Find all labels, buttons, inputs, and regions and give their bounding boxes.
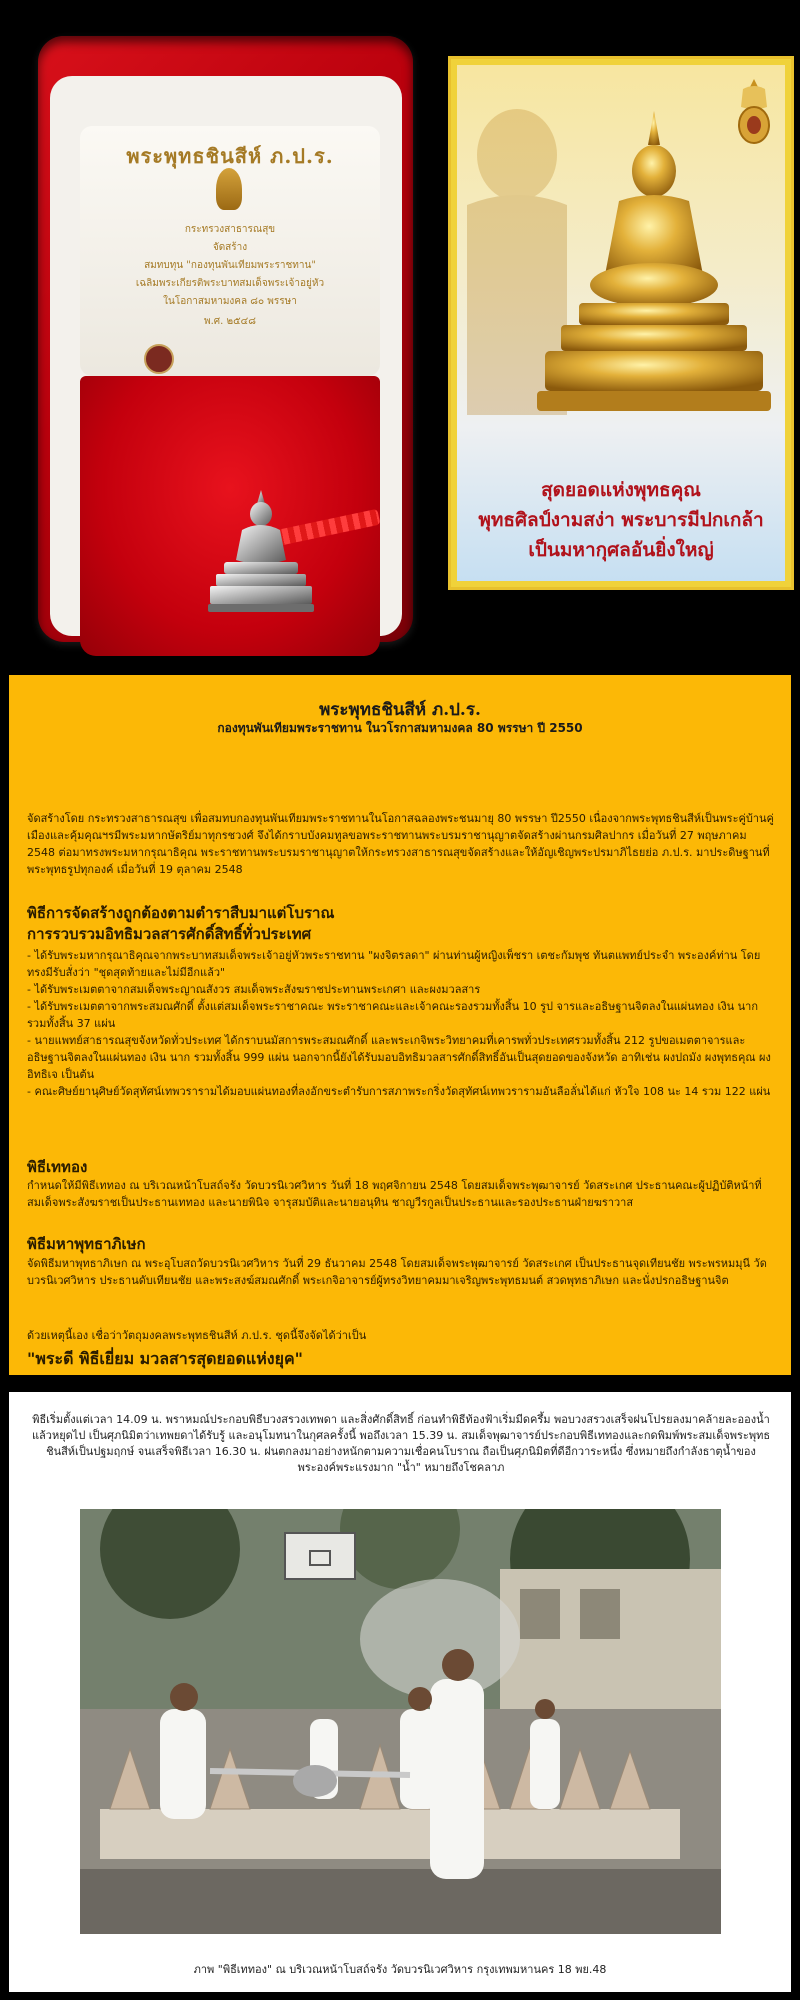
golden-buddha-card <box>448 56 794 590</box>
lid-title: พระพุทธชินสีห์ ภ.ป.ร. <box>126 144 334 168</box>
intro-paragraph: จัดสร้างโดย กระทรวงสาธารณสุข เพื่อสมทบกองทุนพันเทียมพระราชทานในโอกาสฉลองพระชนมายุ 80 พรรษา ปี2550 เนื่องจากพระพุทธชินสีห์เป็นพระคู่บ้านคู่เมืองและคุ้มคุณฯรมีพระมหากษัตริย์มาทุกรชวงศ์ จึงได้กราบบังคมทูลขอพระราชทานพระบรมราชานุญาตจัดสร้างผ่านกรมศิลปากร เมื่อวันที่ 27 พฤษภาคม 2548 ต่อมาทรงพระมหากรุณาธิคุณ พระราชทานพระบรมราชานุญาตให้กระทรวงสาธารณสุขจัดสร้างและให้อัญเชิญพระปรมาภิไธยย่อ ภ.ป.ร. มาประดิษฐานที่พระพุทธรูปทุกองค์ เมื่อวันที่ 19 ตุลาคม 2548 <box>27 812 774 876</box>
card-caption-line: เป็นมหากุศลอันยิ่งใหญ่ <box>528 539 714 561</box>
info-panel <box>9 675 791 1375</box>
list-item: - นายแพทย์สาธารณสุขจังหวัดทั่วประเทศ ได้กราบนมัสการพระสมณศักดิ์ และพระเกจิพระวิทยาคมที่เคารพทั่วประเทศรวมทั้งสิ้น 212 รูปขอเมตตาจารและอธิษฐานจิตลงในแผ่นทอง เงิน นาก รวมทั้งสิ้น 999 แผ่น นอกจากนี้ยังได้รับมอบอิทธิมวลสารศักดิ์สิทธิ์อันเป็นสุดยอดของจังหวัด อาทิเช่น ผงปถมัง ผงพุทธคุณ ผงอิทธิเจ เป็นต้น <box>27 1034 771 1081</box>
card-caption <box>457 475 785 565</box>
closing-quote: "พระดี พิธีเยี่ยม มวลสารสุดยอดแห่งยุค" <box>27 1349 303 1368</box>
card-inner <box>457 65 785 581</box>
closing-line: ด้วยเหตุนี้เอง เชื่อว่าวัตถุมงคลพระพุทธชินสีห์ ภ.ป.ร. ชุดนี้จึงจัดได้ว่าเป็น <box>27 1329 367 1342</box>
ceremony-photo <box>80 1509 721 1934</box>
section-heading: พิธีมหาพุทธาภิเษก <box>27 1235 146 1253</box>
section-heading: พิธีเททอง <box>27 1158 88 1176</box>
lid-line: กระทรวงสาธารณสุข <box>184 224 276 235</box>
section-paragraph: กำหนดให้มีพิธีเททอง ณ บริเวณหน้าโบสถ์จรัง วัดบวรนิเวศวิหาร วันที่ 18 พฤศจิกายน 2548 โดยสมเด็จพระพุฒาจารย์ วัดสระเกศ ประธานคณะผู้ปฏิบัติหน้าที่สมเด็จพระสังฆราชเป็นประธานเททอง และนายพินิจ จารุสมบัติและนายอนุทิน ชาญวีรกูลเป็นประธานและรองประธานฝ่ายฆราวาส <box>27 1179 762 1209</box>
info-subtitle: กองทุนพันเทียมพระราชทาน ในวโรกาสมหามงคล 80 พรรษา ปี 2550 <box>217 721 583 735</box>
silver-buddha-statue-icon <box>206 486 316 616</box>
casting-ceremony-scene-icon <box>80 1509 721 1934</box>
section-paragraph: จัดพิธีมหาพุทธาภิเษก ณ พระอุโบสถวัดบวรนิเวศวิหาร วันที่ 29 ธันวาคม 2548 โดยสมเด็จพระพุฒาจารย์ วัดสระเกศ เป็นประธานจุดเทียนชัย พระพรหมมุนี วัดบวรนิเวศวิหาร ประธานดับเทียนชัย และพระสงฆ์สมณศักดิ์ พระเกจิอาจารย์ผู้ทรงวิทยาคมมาเจริญพระพุทธมนต์ สวดพุทธาภิเษก และนั่งปรกอธิษฐานจิต <box>27 1257 767 1287</box>
royal-emblem-icon <box>216 168 242 210</box>
seal-icon <box>144 344 174 374</box>
info-title: พระพุทธชินสีห์ ภ.ป.ร. <box>319 700 481 720</box>
list-item: - คณะศิษย์ยานุศิษย์วัดสุทัศน์เทพวรารามได้มอบแผ่นทองที่ลงอักขระตำรับการสภาพระกริ่งวัดสุทัศน์เทพวรารามอันลือลั่นได้แก่ หัวใจ 108 นะ 14 รวม 122 แผ่น <box>27 1085 771 1098</box>
lid-line: เฉลิมพระเกียรติพระบาทสมเด็จพระเจ้าอยู่หัว <box>135 278 325 289</box>
box-velvet-tray <box>80 376 380 656</box>
golden-buddha-statue-icon <box>479 105 779 455</box>
list-item: - ได้รับพระเมตตาจากสมเด็จพระญาณสังวร สมเด็จพระสังฆราชประทานพระเกศา และผงมวลสาร <box>27 983 481 996</box>
material-list <box>27 947 775 1100</box>
box-inner-rim <box>50 76 402 636</box>
amulet-box-photo <box>30 32 425 654</box>
lid-line: จัดสร้าง <box>212 242 248 253</box>
box-lid <box>80 126 380 376</box>
lid-line: สมทบทุน "กองทุนพันเทียมพระราชทาน" <box>144 260 316 271</box>
section-heading: พิธีการจัดสร้างถูกต้องตามตำราสืบมาแต่โบราณ <box>27 904 335 922</box>
ceremony-description: พิธีเริ่มตั้งแต่เวลา 14.09 น. พราหมณ์ประกอบพิธีบวงสรวงเทพดา และสิ่งศักดิ์สิทธิ์ ก่อนทำพิธีท้องฟ้าเริ่มมีดครึ้ม พอบวงสรวงเสร็จฝนโปรยลงมาคล้ายละอองน้ำ แล้วหยุดไป เป็นศุภนิมิตว่าเทพยดาได้รับรู้ และอนุโมทนาในกุศลครั้งนี้ พอถึงเวลา 15.39 น. สมเด็จพุฒาจารย์ประกอบพิธีเททองและกดพิมพ์พระสมเด็จพระพุทธชินสีห์เป็นปฐมฤกษ์ จนเสร็จพิธีเวลา 16.30 น. ฝนตกลงมาอย่างหนักตามความเชื่อคนโบราณ ถือเป็นศุภนิมิตที่ดีอีกวาระหนึ่ง ซึ่งหมายถึงกำลังธาตุน้ำของพระองค์พระแรงมาก "น้ำ" หมายถึงโชคลาภ <box>31 1413 771 1474</box>
card-caption-line: พุทธศิลป์งามสง่า พระบารมีปกเกล้า <box>478 509 764 531</box>
card-caption-line: สุดยอดแห่งพุทธคุณ <box>541 479 701 501</box>
list-item: - ได้รับพระเมตตาจากพระสมณศักดิ์ ตั้งแต่สมเด็จพระราชาคณะ พระราชาคณะและเจ้าคณะรองรวมทั้งสิ้น 10 รูป จารและอธิษฐานจิตลงในแผ่นทอง เงิน นาก รวมทั้งสิ้น 37 แผ่น <box>27 1000 758 1030</box>
photo-caption: ภาพ "พิธีเททอง" ณ บริเวณหน้าโบสถ์จรัง วัดบวรนิเวศวิหาร กรุงเทพมหานคร 18 พย.48 <box>193 1963 607 1976</box>
section-heading: การรวบรวมอิทธิมวลสารศักดิ์สิทธิ์ทั่วประเทศ <box>27 925 312 943</box>
list-item: - ได้รับพระมหากรุณาธิคุณจากพระบาทสมเด็จพระเจ้าอยู่หัวพระราชทาน "ผงจิตรลดา" ผ่านท่านผู้หญิงเพ็ชรา เตชะกัมพุช ทันตแพทย์ประจำ พระองค์ท่าน โดยทรงมีรับสั่งว่า "ชุดสุดท้ายและไม่มีอีกแล้ว" <box>27 949 761 979</box>
box-outer-shell <box>38 36 413 642</box>
lid-line: ในโอกาสมหามงคล ๘๐ พรรษา <box>163 296 297 307</box>
ceremony-panel <box>9 1392 791 1992</box>
lid-line: พ.ศ. ๒๕๔๘ <box>204 316 256 327</box>
